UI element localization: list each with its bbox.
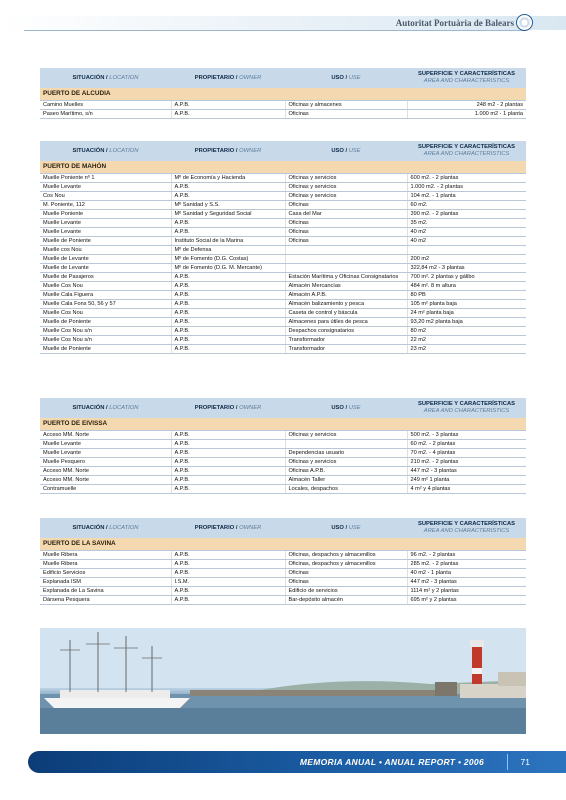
port-heading-row <box>40 538 526 550</box>
harbor-photo-illustration <box>40 628 526 734</box>
column-header: USO / USE <box>285 518 407 538</box>
property-table <box>40 398 526 494</box>
table-header-row <box>40 68 526 88</box>
table-row <box>40 550 526 559</box>
table-row <box>40 245 526 254</box>
location-cell: Muelle Levante <box>40 448 171 457</box>
table-row <box>40 484 526 493</box>
area-cell: 23 m2 <box>407 344 526 353</box>
location-cell: Explanada ISM <box>40 577 171 586</box>
property-table <box>40 518 526 605</box>
table-row <box>40 182 526 191</box>
location-cell: Muelle Cos Nou s/n <box>40 335 171 344</box>
table-row <box>40 299 526 308</box>
use-cell: Dependencias usuario <box>285 448 407 457</box>
table-row <box>40 475 526 484</box>
column-header: SUPERFICIE Y CARACTERÍSTICAS AREA AND CHARACTERISTICS <box>407 518 526 538</box>
area-cell: 104 m2. - 1 planta <box>407 191 526 200</box>
use-cell: Transformador <box>285 344 407 353</box>
area-cell: 200 m2 <box>407 254 526 263</box>
location-cell: Cos Nou <box>40 191 171 200</box>
owner-cell: Mº Sanidad y Seguridad Social <box>171 209 285 218</box>
location-cell: Acceso MM. Norte <box>40 475 171 484</box>
area-cell: 60 m2. - 2 plantas <box>407 439 526 448</box>
location-cell: Dársena Pesquera <box>40 595 171 604</box>
area-cell: 80 m2 <box>407 326 526 335</box>
location-cell: Muelle Cala Fons 50, 56 y 57 <box>40 299 171 308</box>
use-cell: Oficinas <box>285 568 407 577</box>
location-cell: Muelle Poniente <box>40 209 171 218</box>
table-header-row <box>40 518 526 538</box>
use-cell: Oficinas y servicios <box>285 173 407 182</box>
table-row <box>40 326 526 335</box>
table-row <box>40 272 526 281</box>
harbor-photo <box>40 628 526 734</box>
column-header: PROPIETARIO / OWNER <box>171 518 285 538</box>
area-cell: 447 m2 - 3 plantas <box>407 577 526 586</box>
area-cell: 60 m2. <box>407 200 526 209</box>
area-cell: 80 PB <box>407 290 526 299</box>
table-row <box>40 466 526 475</box>
area-cell: 40 m2 <box>407 236 526 245</box>
use-cell: Oficinas, despachos y almacenillos <box>285 559 407 568</box>
area-cell: 35 m2. <box>407 218 526 227</box>
location-cell: Contramuelle <box>40 484 171 493</box>
area-cell: 22 m2 <box>407 335 526 344</box>
table-row <box>40 595 526 604</box>
use-cell: Oficinas <box>285 577 407 586</box>
area-cell: 447 m2 - 3 plantas <box>407 466 526 475</box>
use-cell: Oficinas <box>285 227 407 236</box>
use-cell: Bar-depósito almacén <box>285 595 407 604</box>
owner-cell: A.P.B. <box>171 559 285 568</box>
area-cell: 695 m² y 2 plantas <box>407 595 526 604</box>
area-cell: 248 m2 - 2 plantas <box>407 100 526 109</box>
column-header: PROPIETARIO / OWNER <box>171 68 285 88</box>
location-cell: Muelle Cos Nou s/n <box>40 326 171 335</box>
area-cell: 96 m2. - 2 plantas <box>407 550 526 559</box>
use-cell: Caseta de control y báscula <box>285 308 407 317</box>
location-cell: Muelle Cala Figuera <box>40 290 171 299</box>
column-header: USO / USE <box>285 398 407 418</box>
owner-cell: Mº de Economía y Hacienda <box>171 173 285 182</box>
column-header: USO / USE <box>285 68 407 88</box>
use-cell: Oficinas y almacenes <box>285 100 407 109</box>
owner-cell: A.P.B. <box>171 550 285 559</box>
port-name: PUERTO DE MAHÓN <box>40 161 526 173</box>
area-cell: 210 m2. - 2 plantas <box>407 457 526 466</box>
use-cell: Estación Marítima y Oficinas Consignatarios <box>285 272 407 281</box>
location-cell: Acceso MM. Norte <box>40 466 171 475</box>
area-cell: 1.000 m2. - 2 plantas <box>407 182 526 191</box>
use-cell: Almacén Mercancías <box>285 281 407 290</box>
area-cell: 322,84 m2 - 3 plantas <box>407 263 526 272</box>
owner-cell: A.P.B. <box>171 484 285 493</box>
location-cell: Explanada de La Savina <box>40 586 171 595</box>
table-row <box>40 430 526 439</box>
area-cell: 285 m2. - 2 plantas <box>407 559 526 568</box>
use-cell: Oficinas y servicios <box>285 457 407 466</box>
use-cell: Casa del Mar <box>285 209 407 218</box>
owner-cell: Mº de Fomento (D.G. M. Mercante) <box>171 263 285 272</box>
area-cell: 500 m2. - 3 plantas <box>407 430 526 439</box>
table-row <box>40 173 526 182</box>
column-header: SUPERFICIE Y CARACTERÍSTICAS AREA AND CHARACTERISTICS <box>407 68 526 88</box>
area-cell: 70 m2. - 4 plantas <box>407 448 526 457</box>
location-cell: Camino Muelles <box>40 100 171 109</box>
area-cell: 40 m2 - 1 planta <box>407 568 526 577</box>
use-cell: Oficinas, despachos y almacenillos <box>285 550 407 559</box>
owner-cell: A.P.B. <box>171 475 285 484</box>
table-row <box>40 209 526 218</box>
table-row <box>40 317 526 326</box>
owner-cell: A.P.B. <box>171 218 285 227</box>
use-cell: Almacén Taller <box>285 475 407 484</box>
owner-cell: A.P.B. <box>171 182 285 191</box>
owner-cell: A.P.B. <box>171 586 285 595</box>
column-header: SUPERFICIE Y CARACTERÍSTICAS AREA AND CHARACTERISTICS <box>407 141 526 161</box>
use-cell: Oficinas y servicios <box>285 182 407 191</box>
owner-cell: I.S.M. <box>171 577 285 586</box>
table-row <box>40 335 526 344</box>
use-cell: Transformador <box>285 335 407 344</box>
location-cell: Muelle Poniente nº 1 <box>40 173 171 182</box>
header-rule <box>24 30 526 31</box>
owner-cell: Mº Sanidad y S.S. <box>171 200 285 209</box>
use-cell: Oficinas <box>285 218 407 227</box>
use-cell: Locales, despachos <box>285 484 407 493</box>
footer-separator <box>507 754 508 770</box>
port-authority-seal-icon <box>516 14 533 31</box>
area-cell <box>407 245 526 254</box>
use-cell: Almacén balizamiento y pesca <box>285 299 407 308</box>
use-cell <box>285 439 407 448</box>
use-cell: Oficinas y servicios <box>285 191 407 200</box>
table-row <box>40 457 526 466</box>
property-table <box>40 68 526 119</box>
column-header: PROPIETARIO / OWNER <box>171 398 285 418</box>
area-cell: 390 m2. - 2 plantas <box>407 209 526 218</box>
table-row <box>40 100 526 109</box>
owner-cell: A.P.B. <box>171 439 285 448</box>
area-cell: 93,20 m2 planta baja <box>407 317 526 326</box>
area-cell: 40 m2 <box>407 227 526 236</box>
location-cell: Muelle cos Nou <box>40 245 171 254</box>
table-row <box>40 200 526 209</box>
port-name: PUERTO DE LA SAVINA <box>40 538 526 550</box>
owner-cell: A.P.B. <box>171 290 285 299</box>
page-header <box>0 0 566 44</box>
table-row <box>40 191 526 200</box>
use-cell: Oficinas A.P.B. <box>285 466 407 475</box>
location-cell: Edificio Servicios <box>40 568 171 577</box>
use-cell: Almacenes para útiles de pesca <box>285 317 407 326</box>
table-row <box>40 344 526 353</box>
area-cell: 1.000 m2 - 1 planta <box>407 109 526 118</box>
column-header: SITUACIÓN / LOCATION <box>40 141 171 161</box>
column-header: SUPERFICIE Y CARACTERÍSTICAS AREA AND CHARACTERISTICS <box>407 398 526 418</box>
area-cell: 249 m² 1 planta <box>407 475 526 484</box>
table-row <box>40 568 526 577</box>
location-cell: M. Poniente, 112 <box>40 200 171 209</box>
use-cell: Oficinas <box>285 236 407 245</box>
owner-cell: A.P.B. <box>171 191 285 200</box>
port-heading-row <box>40 88 526 100</box>
owner-cell: A.P.B. <box>171 109 285 118</box>
port-name: PUERTO DE EIVISSA <box>40 418 526 430</box>
table-row <box>40 559 526 568</box>
use-cell <box>285 263 407 272</box>
table-row <box>40 308 526 317</box>
location-cell: Muelle de Poniente <box>40 317 171 326</box>
column-header: PROPIETARIO / OWNER <box>171 141 285 161</box>
use-cell <box>285 245 407 254</box>
owner-cell: A.P.B. <box>171 335 285 344</box>
owner-cell: A.P.B. <box>171 457 285 466</box>
location-cell: Muelle de Levante <box>40 254 171 263</box>
use-cell: Oficinas <box>285 109 407 118</box>
table-row <box>40 439 526 448</box>
owner-cell: A.P.B. <box>171 281 285 290</box>
table-row <box>40 281 526 290</box>
owner-cell: A.P.B. <box>171 595 285 604</box>
location-cell: Paseo Marítimo, s/n <box>40 109 171 118</box>
owner-cell: A.P.B. <box>171 317 285 326</box>
port-heading-row <box>40 161 526 173</box>
location-cell: Muelle Levante <box>40 227 171 236</box>
table-row <box>40 586 526 595</box>
owner-cell: A.P.B. <box>171 272 285 281</box>
column-header: SITUACIÓN / LOCATION <box>40 68 171 88</box>
table-row <box>40 254 526 263</box>
owner-cell: A.P.B. <box>171 448 285 457</box>
location-cell: Muelle Cos Nou <box>40 281 171 290</box>
property-table <box>40 141 526 354</box>
location-cell: Muelle de Poniente <box>40 344 171 353</box>
owner-cell: Mº de Defensa <box>171 245 285 254</box>
organization-name: Autoritat Portuària de Balears <box>395 18 514 28</box>
owner-cell: A.P.B. <box>171 100 285 109</box>
owner-cell: A.P.B. <box>171 308 285 317</box>
location-cell: Muelle Pesquero <box>40 457 171 466</box>
table-row <box>40 218 526 227</box>
use-cell <box>285 254 407 263</box>
location-cell: Muelle Levante <box>40 439 171 448</box>
location-cell: Muelle Levante <box>40 182 171 191</box>
use-cell: Almacén A.P.B. <box>285 290 407 299</box>
table-row <box>40 236 526 245</box>
use-cell: Despachos consignatarios <box>285 326 407 335</box>
table-row <box>40 577 526 586</box>
owner-cell: A.P.B. <box>171 430 285 439</box>
location-cell: Muelle de Levante <box>40 263 171 272</box>
owner-cell: A.P.B. <box>171 344 285 353</box>
location-cell: Muelle Ribera <box>40 559 171 568</box>
area-cell: 105 m² planta baja <box>407 299 526 308</box>
location-cell: Muelle Levante <box>40 218 171 227</box>
owner-cell: Mº de Fomento (D.G. Costas) <box>171 254 285 263</box>
table-row <box>40 109 526 118</box>
owner-cell: Instituto Social de la Marina <box>171 236 285 245</box>
location-cell: Muelle de Pasajeros <box>40 272 171 281</box>
use-cell: Oficinas <box>285 200 407 209</box>
owner-cell: A.P.B. <box>171 299 285 308</box>
location-cell: Muelle de Poniente <box>40 236 171 245</box>
owner-cell: A.P.B. <box>171 568 285 577</box>
area-cell: 4 m² y 4 plantas <box>407 484 526 493</box>
use-cell: Oficinas y servicios <box>285 430 407 439</box>
footer-bar <box>28 751 566 773</box>
page-footer <box>28 751 566 773</box>
column-header: SITUACIÓN / LOCATION <box>40 398 171 418</box>
port-heading-row <box>40 418 526 430</box>
area-cell: 600 m2. - 2 plantas <box>407 173 526 182</box>
column-header: SITUACIÓN / LOCATION <box>40 518 171 538</box>
owner-cell: A.P.B. <box>171 227 285 236</box>
location-cell: Muelle Ribera <box>40 550 171 559</box>
table-header-row <box>40 141 526 161</box>
table-header-row <box>40 398 526 418</box>
report-title: MEMORIA ANUAL • ANUAL REPORT • 2006 <box>299 757 484 767</box>
column-header: USO / USE <box>285 141 407 161</box>
location-cell: Muelle Cos Nou <box>40 308 171 317</box>
table-row <box>40 290 526 299</box>
table-row <box>40 263 526 272</box>
page-number: 71 <box>520 757 530 767</box>
use-cell: Edificio de servicios <box>285 586 407 595</box>
port-name: PUERTO DE ALCUDIA <box>40 88 526 100</box>
area-cell: 484 m². 8 m altura <box>407 281 526 290</box>
area-cell: 1114 m² y 2 plantas <box>407 586 526 595</box>
table-row <box>40 227 526 236</box>
owner-cell: A.P.B. <box>171 466 285 475</box>
area-cell: 700 m². 2 plantas y gálibo <box>407 272 526 281</box>
table-row <box>40 448 526 457</box>
location-cell: Acceso MM. Norte <box>40 430 171 439</box>
owner-cell: A.P.B. <box>171 326 285 335</box>
area-cell: 24 m² planta baja <box>407 308 526 317</box>
